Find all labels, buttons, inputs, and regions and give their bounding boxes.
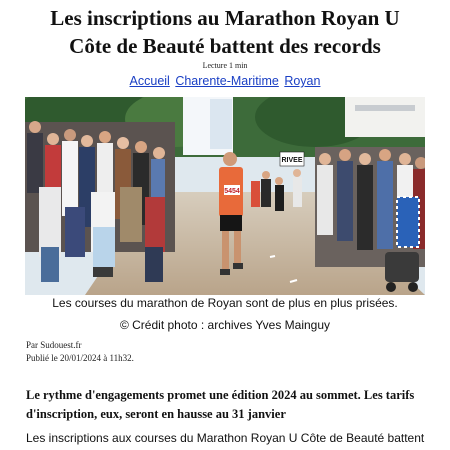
breadcrumb-link-city[interactable]: Royan xyxy=(284,74,321,88)
reading-time: Lecture 1 min xyxy=(202,61,248,70)
breadcrumb xyxy=(0,74,450,88)
photo-bib-number: 5454 xyxy=(224,188,240,195)
photo-credit: © Crédit photo : archives Yves Mainguy xyxy=(119,318,331,332)
title-line-2: Côte de Beauté battent des records xyxy=(69,34,381,58)
article-lead: Le rythme d'engagements promet une édition 2024 au sommet. Les tarifs d'inscription, eux, seront en hausse au 31 janvier xyxy=(26,388,415,421)
title-line-1: Les inscriptions au Marathon Royan U xyxy=(50,6,400,30)
breadcrumb-link-region[interactable]: Charente-Maritime xyxy=(175,74,279,88)
article-title xyxy=(10,4,440,60)
breadcrumb-link-home[interactable]: Accueil xyxy=(129,74,170,88)
article-photo xyxy=(25,97,425,295)
article-body-paragraph: Les inscriptions aux courses du Marathon Royan U Côte de Beauté battent xyxy=(26,431,425,445)
author: Par Sudouest.fr xyxy=(26,340,82,350)
photo-caption: Les courses du marathon de Royan sont de plus en plus prisées. xyxy=(52,296,398,310)
publish-date: Publié le 20/01/2024 à 11h32. xyxy=(26,353,134,363)
photo-sign-text: RIVEE xyxy=(281,157,303,164)
byline xyxy=(26,339,134,365)
